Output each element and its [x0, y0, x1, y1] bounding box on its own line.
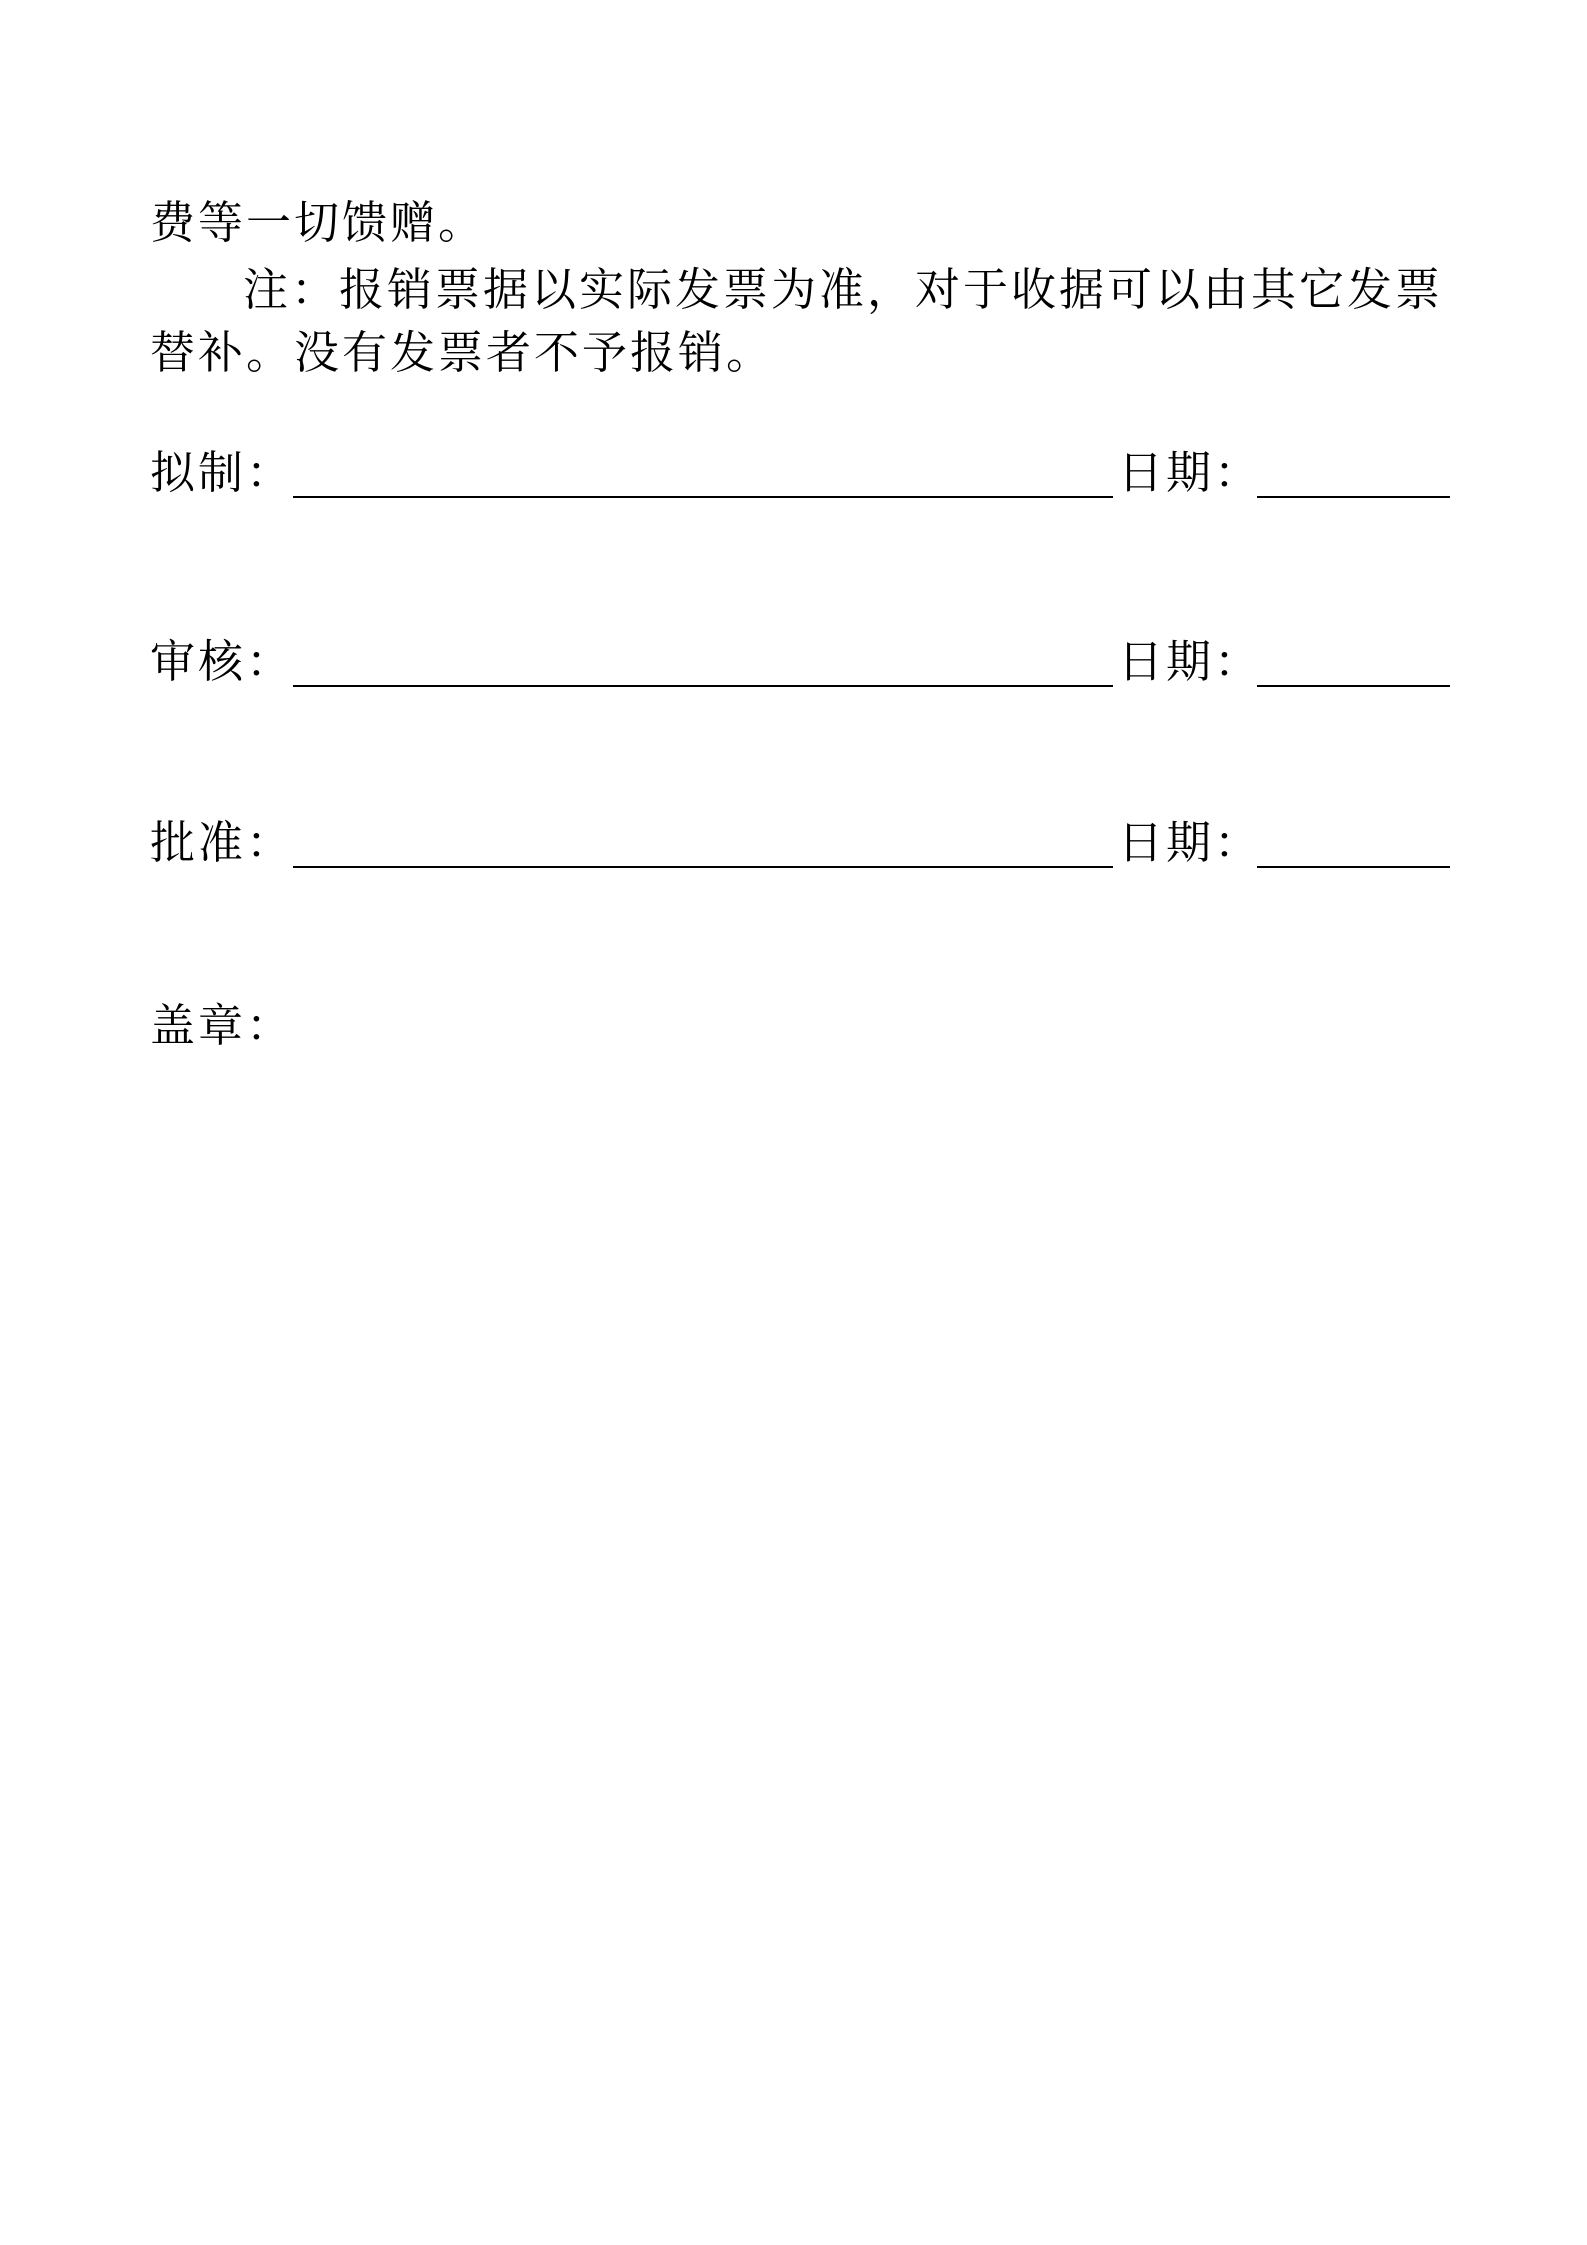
approve-date-label: 日期： — [1118, 816, 1263, 869]
note-line-1: 注：报销票据以实际发票为准，对于收据可以由其它发票 — [243, 263, 1444, 316]
draft-signature-blank[interactable] — [293, 496, 1113, 498]
note-line-2: 替补。没有发票者不予报销。 — [150, 326, 775, 379]
review-signature-blank[interactable] — [293, 685, 1113, 687]
signature-row-review — [150, 627, 1450, 697]
review-date-blank[interactable] — [1257, 685, 1450, 687]
review-date-label: 日期： — [1118, 635, 1263, 688]
signature-row-approve — [150, 808, 1450, 878]
draft-date-blank[interactable] — [1257, 496, 1450, 498]
paragraph-line-1: 费等一切馈赠。 — [150, 196, 487, 249]
seal-label: 盖章： — [150, 999, 295, 1052]
review-label: 审核： — [150, 635, 295, 688]
signature-row-draft — [150, 438, 1450, 508]
approve-date-blank[interactable] — [1257, 866, 1450, 868]
approve-signature-blank[interactable] — [293, 866, 1113, 868]
draft-label: 拟制： — [150, 446, 295, 499]
draft-date-label: 日期： — [1118, 446, 1263, 499]
approve-label: 批准： — [150, 816, 295, 869]
